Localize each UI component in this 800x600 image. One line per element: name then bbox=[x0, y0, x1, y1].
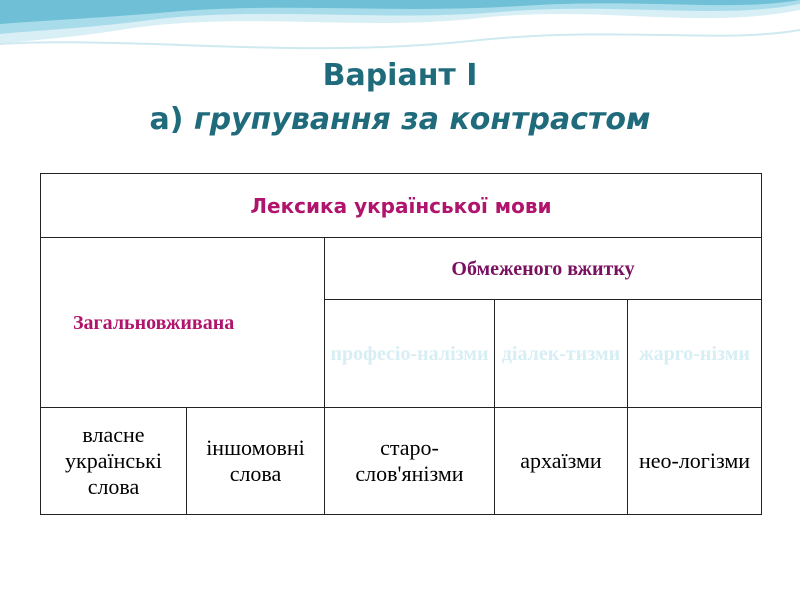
cell-old-slavonicisms: старо-слов'янізми bbox=[325, 408, 495, 515]
table-header-lexicon: Лексика української мови bbox=[41, 174, 762, 238]
cell-common-use: Загальновживана bbox=[41, 238, 325, 408]
subtitle-italic: групування за контрастом bbox=[193, 102, 651, 137]
cell-jargonisms: жарго-нізми bbox=[628, 300, 762, 408]
cell-archaisms: архаїзми bbox=[495, 408, 628, 515]
cell-native-words: власне українські слова bbox=[41, 408, 187, 515]
title-subtitle bbox=[0, 100, 800, 140]
cell-dialectisms: діалек-тизми bbox=[495, 300, 628, 408]
cell-foreign-words: іншомовні слова bbox=[187, 408, 325, 515]
subtitle-prefix: а) bbox=[149, 102, 194, 137]
cell-limited-use: Обмеженого вжитку bbox=[325, 238, 762, 300]
title-variant: Варіант І bbox=[322, 58, 478, 93]
slide-title bbox=[0, 56, 800, 140]
lexicon-table bbox=[40, 173, 762, 515]
cell-professionalisms: професіо-налізми bbox=[325, 300, 495, 408]
cell-neologisms: нео-логізми bbox=[628, 408, 762, 515]
